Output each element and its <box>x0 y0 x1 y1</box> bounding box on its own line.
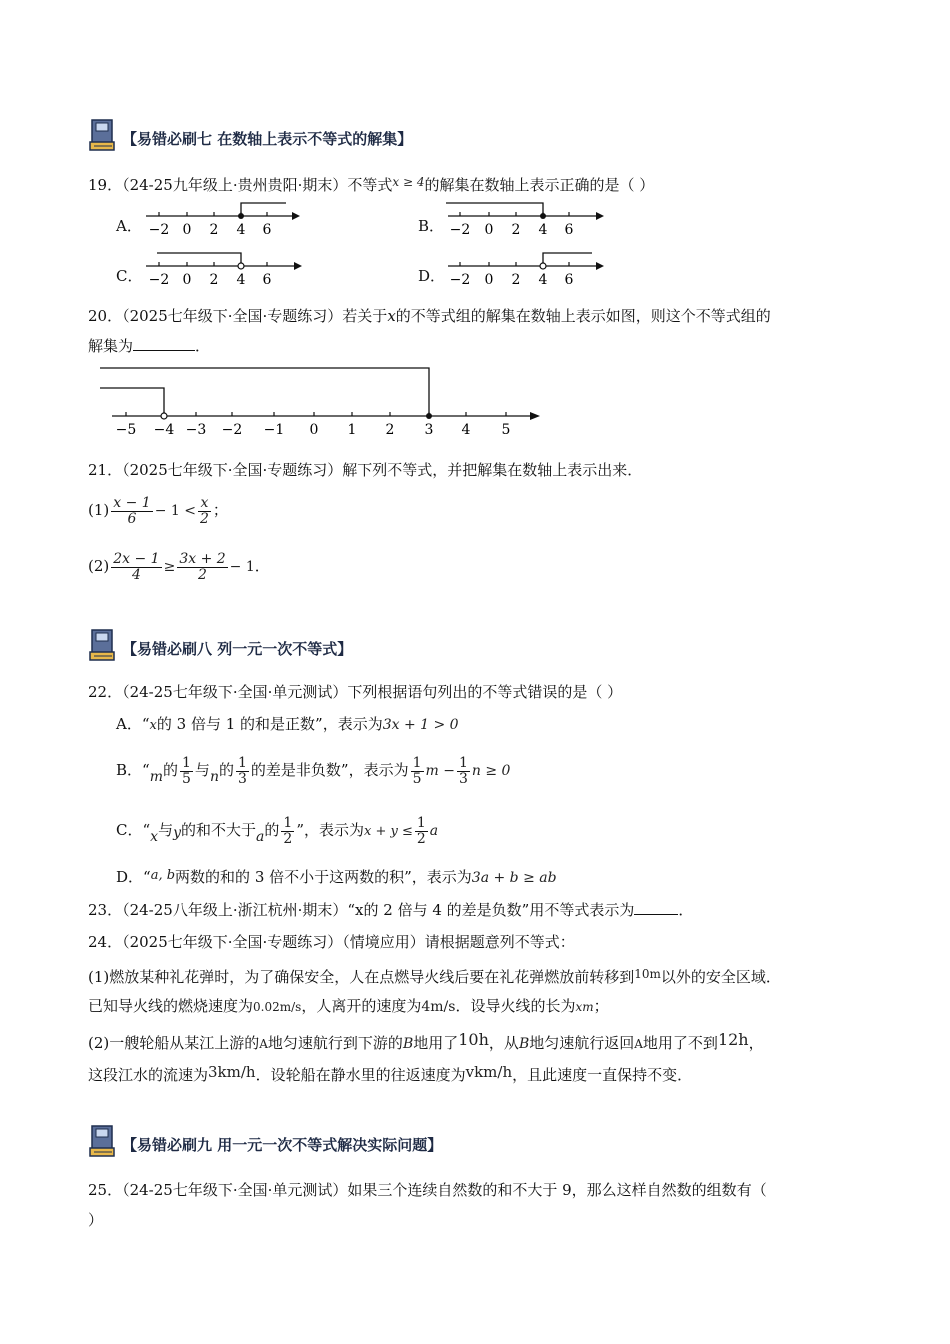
frac-denominator: 2 <box>416 830 426 847</box>
math-xm: xm <box>575 1000 594 1014</box>
q20-line2: 解集为 <box>88 337 134 355</box>
q19-expr: x ≥ 4 <box>392 175 425 189</box>
frac-numerator: x − 1 <box>113 494 151 511</box>
tick-label: −2 <box>449 272 471 288</box>
tick-label: 4 <box>538 222 548 238</box>
option-text: ”，表示为 <box>296 821 364 839</box>
math-a: a <box>429 823 439 839</box>
text: (2)一艘轮船从某江上游的 <box>88 1034 260 1052</box>
text-de: 的 <box>264 821 280 839</box>
q21-p1-frac2 <box>198 496 211 527</box>
option-text: 的和不大于 <box>181 821 257 839</box>
section-icon <box>88 1124 120 1158</box>
frac-numerator: 1 <box>416 814 426 831</box>
text: (1)燃放某种礼花弹时，为了确保安全，人在点燃导火线后要在礼花弹燃放前转移到 <box>88 968 635 986</box>
tick-label: 0 <box>484 222 494 238</box>
tick-label: 3 <box>424 422 434 438</box>
q24-part1-line1 <box>88 964 781 987</box>
q22-option-c[interactable] <box>116 810 438 857</box>
quote-open: “ <box>143 868 151 886</box>
q19-option-c-label[interactable]: C． <box>116 267 143 285</box>
text-yu: 与 <box>158 821 174 839</box>
q22-option-a[interactable] <box>116 714 459 736</box>
frac-numerator: 1 <box>283 814 293 831</box>
q20-numberline <box>96 362 546 442</box>
text: ．设轮船在静水里的往返速度为 <box>255 1066 466 1084</box>
math-vkmh: vkm/h <box>465 1063 513 1081</box>
q21-p2-mid: ≥ <box>163 559 176 575</box>
frac-denominator: 3 <box>458 770 468 787</box>
text: 地用了不到 <box>642 1034 718 1052</box>
text-de: 的 <box>218 761 234 779</box>
tick-label: −3 <box>185 422 207 438</box>
q19-option-d-label[interactable]: D． <box>418 267 446 285</box>
section-title-8: 【易错必刷八 列一元一次不等式】 <box>122 640 353 658</box>
text: 地匀速航行返回 <box>529 1034 635 1052</box>
math-tail: n ≥ 0 <box>471 763 511 779</box>
text: ； <box>593 997 609 1015</box>
frac-numerator: 2x − 1 <box>113 550 160 567</box>
math-speed2: 4m/s <box>421 999 456 1015</box>
q21-p2-frac2 <box>177 552 227 583</box>
frac-denominator: 5 <box>412 770 422 787</box>
q22-option-b[interactable] <box>116 750 510 797</box>
tick-label: 2 <box>385 422 395 438</box>
math-3kmh: 3km/h <box>208 1063 256 1081</box>
tick-label: 6 <box>262 222 272 238</box>
quote-open: “ <box>142 821 151 839</box>
tick-label: 4 <box>236 272 246 288</box>
text-yu: 与 <box>194 761 210 779</box>
text: ．设导火线的长为 <box>455 997 576 1015</box>
option-math: 3x + 1 > 0 <box>382 717 459 733</box>
tick-label: 6 <box>564 222 574 238</box>
q22-option-d[interactable] <box>116 866 557 888</box>
q20-answer-blank[interactable] <box>133 336 195 351</box>
tick-label: 0 <box>309 422 319 438</box>
q21-p1-mid: − 1 < <box>154 503 196 519</box>
tick-label: 6 <box>564 272 574 288</box>
text: ， <box>748 1034 764 1052</box>
q24-text: （2025七年级下·全国·专题练习）（情境应用）请根据题意列不等式： <box>122 933 575 951</box>
tick-label: −2 <box>148 272 170 288</box>
q21-p2-label: (2) <box>88 557 110 575</box>
q21-p1-end: ； <box>212 501 228 519</box>
section-title-9: 【易错必刷九 用一元一次不等式解决实际问题】 <box>122 1136 443 1154</box>
tick-label: −2 <box>449 222 471 238</box>
frac-numerator: 1 <box>412 754 422 771</box>
q23-text: （24-25八年级上·浙江杭州·期末）“x的 2 倍与 4 的差是负数”用不等式表示为 <box>122 901 635 919</box>
frac-denominator: 2 <box>283 830 293 847</box>
q23-stem <box>88 900 693 920</box>
q19-option-a-numberline <box>142 198 302 242</box>
frac-1-3 <box>457 756 470 787</box>
tick-label: 2 <box>511 272 521 288</box>
text: 地用了 <box>413 1034 459 1052</box>
text: ，从 <box>488 1034 519 1052</box>
var-B: B <box>402 1036 414 1052</box>
frac-1-3 <box>236 756 249 787</box>
tick-label: 4 <box>461 422 471 438</box>
q20-var: x <box>387 307 396 325</box>
text-de: 的 <box>162 761 178 779</box>
q19-num: 19． <box>88 176 123 194</box>
tick-label: 1 <box>347 422 357 438</box>
q20-text2: 的不等式组的解集在数轴上表示如图，则这个不等式组的 <box>395 307 771 325</box>
q20-stem-line1 <box>88 306 771 326</box>
var-x: x <box>149 718 157 733</box>
book-icon <box>88 118 120 152</box>
math-10h: 10h <box>458 1030 489 1049</box>
q23-end: ． <box>678 901 694 919</box>
var-B: B <box>518 1036 530 1052</box>
q24-part2-line1 <box>88 1030 764 1054</box>
section-icon <box>88 628 120 662</box>
text: 地匀速航行到下游的 <box>267 1034 403 1052</box>
q21-part1 <box>88 490 228 531</box>
q19-option-b-label[interactable]: B． <box>418 217 445 235</box>
quote-open: “ <box>142 761 150 779</box>
math-12h: 12h <box>717 1030 749 1049</box>
q20-end: ． <box>195 337 211 355</box>
quote-open: “ <box>141 715 150 733</box>
q19-option-a-label[interactable]: A． <box>116 217 142 235</box>
q19-option-c-numberline <box>142 248 306 292</box>
book-icon <box>88 1124 120 1158</box>
tick-label: 2 <box>209 272 219 288</box>
option-text: 两数的和的 3 倍不小于这两数的积”，表示为 <box>175 868 472 886</box>
option-text: 的差是非负数”，表示为 <box>250 761 409 779</box>
q20-num: 20． <box>88 307 123 325</box>
math-speed: 0.02m/s <box>253 1000 302 1014</box>
q25-stem <box>88 1180 767 1200</box>
tick-label: 0 <box>182 272 192 288</box>
var-a: a <box>256 829 265 845</box>
q20-text1: （2025七年级下·全国·专题练习）若关于 <box>122 307 388 325</box>
var-m: m <box>149 769 163 785</box>
frac-numerator: 1 <box>458 754 468 771</box>
tick-label: −2 <box>148 222 170 238</box>
q25-num: 25． <box>88 1181 123 1199</box>
text: ，人离开的速度为 <box>301 997 422 1015</box>
q19-stem <box>88 172 654 195</box>
q22-num: 22． <box>88 683 123 701</box>
tick-label: 5 <box>501 422 511 438</box>
var-A: A <box>634 1037 643 1051</box>
text: 已知导火线的燃烧速度为 <box>88 997 254 1015</box>
tick-label: 2 <box>209 222 219 238</box>
frac-1-2 <box>281 816 294 847</box>
q25-line2: ） <box>88 1211 104 1229</box>
frac-denominator: 4 <box>131 566 141 583</box>
q21-p2-tail: − 1 <box>229 559 255 575</box>
q24-stem <box>88 932 575 952</box>
q21-p2-frac1 <box>111 552 161 583</box>
option-label: D． <box>116 868 144 886</box>
q23-num: 23． <box>88 901 123 919</box>
var-y: y <box>173 825 181 841</box>
var-ab: a, b <box>150 868 176 883</box>
option-label: B． <box>116 761 143 779</box>
q21-part2 <box>88 546 270 587</box>
q22-text: （24-25七年级下·全国·单元测试）下列根据语句列出的不等式错误的是（ ） <box>122 683 623 701</box>
frac-1-5 <box>180 756 193 787</box>
frac-numerator: 1 <box>182 754 191 771</box>
section-title-7: 【易错必刷七 在数轴上表示不等式的解集】 <box>122 130 413 148</box>
frac-1-2 <box>415 816 428 847</box>
var-A: A <box>259 1037 268 1051</box>
q20-stem-line2 <box>88 336 210 356</box>
q19-source: （24-25九年级上·贵州贵阳·期末）不等式 <box>122 176 393 194</box>
tick-label: −1 <box>263 422 285 438</box>
q21-text: （2025七年级下·全国·专题练习）解下列不等式，并把解集在数轴上表示出来． <box>122 461 643 479</box>
option-text: 的 3 倍与 1 的和是正数”，表示为 <box>156 715 383 733</box>
q21-num: 21． <box>88 461 123 479</box>
tick-label: 4 <box>538 272 548 288</box>
tick-label: 0 <box>182 222 192 238</box>
tick-label: −2 <box>221 422 243 438</box>
q21-stem <box>88 460 642 480</box>
tick-label: 0 <box>484 272 494 288</box>
tick-label: −5 <box>115 422 137 438</box>
frac-denominator: 2 <box>198 566 207 583</box>
frac-denominator: 3 <box>237 770 247 787</box>
q24-part2-line2 <box>88 1062 692 1085</box>
math-10m: 10m <box>634 967 661 981</box>
frac-denominator: 6 <box>127 510 137 527</box>
q21-p2-end: ． <box>254 557 270 575</box>
option-label: A． <box>116 715 142 733</box>
text: 以外的安全区域． <box>660 968 781 986</box>
q25-text: （24-25七年级下·全国·单元测试）如果三个连续自然数的和不大于 9，那么这样自然数的组数有（ <box>122 1181 767 1199</box>
frac-numerator: x <box>198 496 211 512</box>
math-lhs: x + y ≤ <box>363 824 413 839</box>
book-icon <box>88 628 120 662</box>
q23-answer-blank[interactable] <box>634 900 678 915</box>
q19-option-b-numberline <box>444 198 606 242</box>
frac-denominator: 2 <box>199 510 209 527</box>
tick-label: 4 <box>236 222 246 238</box>
q21-p1-label: (1) <box>88 501 110 519</box>
q24-part1-line2 <box>88 996 609 1017</box>
option-label: C． <box>116 821 143 839</box>
text: ，且此速度一直保持不变． <box>512 1066 693 1084</box>
q19-option-d-numberline <box>444 248 608 292</box>
q22-stem <box>88 682 622 702</box>
option-math: 3a + b ≥ ab <box>471 870 557 886</box>
math-mid: m − <box>425 763 455 779</box>
frac-1-5 <box>411 756 424 787</box>
text: 这段江水的流速为 <box>88 1066 209 1084</box>
tick-label: −4 <box>153 422 175 438</box>
tick-label: 2 <box>511 222 521 238</box>
section-icon <box>88 118 120 152</box>
q21-p1-frac1 <box>111 496 152 527</box>
var-n: n <box>209 769 219 785</box>
var-x: x <box>150 829 159 845</box>
q24-num: 24． <box>88 933 123 951</box>
frac-denominator: 5 <box>182 770 191 787</box>
frac-numerator: 1 <box>237 754 247 771</box>
q19-tail: 的解集在数轴上表示正确的是（ ） <box>424 176 655 194</box>
tick-label: 6 <box>262 272 272 288</box>
frac-numerator: 3x + 2 <box>179 550 226 567</box>
